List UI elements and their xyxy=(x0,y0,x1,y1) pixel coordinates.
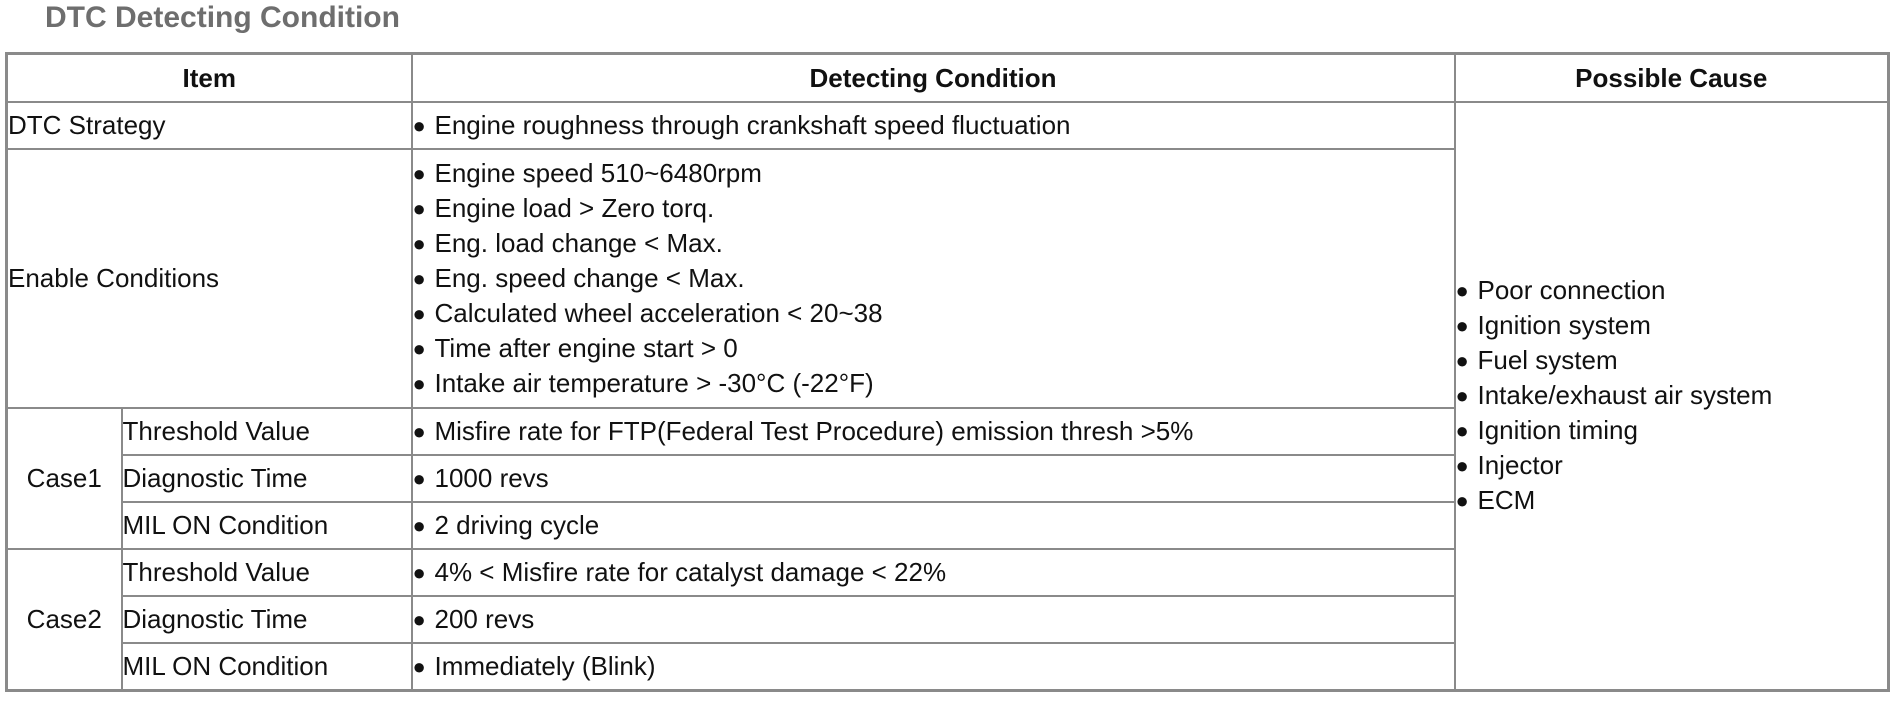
list-item: ● Misfire rate for FTP(Federal Test Procedure) emission thresh >5% xyxy=(413,414,1454,449)
case1-threshold-label: Threshold Value xyxy=(122,408,412,455)
possible-cause-cell xyxy=(1455,102,1889,690)
bullet-icon: ● xyxy=(412,336,426,361)
case1-label: Case1 xyxy=(7,408,122,549)
dtc-strategy-conditions xyxy=(412,102,1455,149)
bullet-icon: ● xyxy=(1455,453,1469,479)
case2-label: Case2 xyxy=(7,549,122,690)
list-item: ● 4% < Misfire rate for catalyst damage < 22% xyxy=(413,555,1454,590)
bullet-icon: ● xyxy=(412,513,426,538)
bullet-icon: ● xyxy=(1455,278,1469,304)
enable-condition-item: ● Calculated wheel acceleration < 20~38 xyxy=(413,296,1454,331)
list-item: ● Engine roughness through crankshaft speed fluctuation xyxy=(413,108,1454,143)
header-detecting-condition: Detecting Condition xyxy=(412,54,1455,103)
bullet-icon: ● xyxy=(1455,313,1469,339)
table-row xyxy=(7,102,1889,149)
bullet-icon: ● xyxy=(412,266,426,291)
case2-threshold-value xyxy=(412,549,1455,596)
case2-mil-on-value xyxy=(412,643,1455,690)
header-item: Item xyxy=(7,54,412,103)
bullet-icon: ● xyxy=(412,196,426,221)
case2-mil-on-label: MIL ON Condition xyxy=(122,643,412,690)
case1-mil-on-value xyxy=(412,502,1455,549)
enable-conditions-list xyxy=(413,156,1454,401)
bullet-icon: ● xyxy=(1455,383,1469,409)
possible-cause-item: ● Poor connection xyxy=(1456,273,1888,308)
case1-diagnostic-time-value xyxy=(412,455,1455,502)
case1-diagnostic-time-label: Diagnostic Time xyxy=(122,455,412,502)
case2-diagnostic-time-value xyxy=(412,596,1455,643)
table-header-row xyxy=(7,54,1889,103)
header-possible-cause: Possible Cause xyxy=(1455,54,1889,103)
enable-conditions-list-cell xyxy=(412,149,1455,408)
enable-condition-item: ● Engine load > Zero torq. xyxy=(413,191,1454,226)
bullet-icon: ● xyxy=(412,113,426,138)
enable-condition-item: ● Intake air temperature > -30°C (-22°F) xyxy=(413,366,1454,401)
case1-threshold-value xyxy=(412,408,1455,455)
bullet-icon: ● xyxy=(412,371,426,396)
list-item: ● 2 driving cycle xyxy=(413,508,1454,543)
dtc-strategy-label: DTC Strategy xyxy=(7,102,412,149)
enable-condition-item: ● Engine speed 510~6480rpm xyxy=(413,156,1454,191)
possible-cause-item: ● Ignition system xyxy=(1456,308,1888,343)
possible-cause-item: ● Intake/exhaust air system xyxy=(1456,378,1888,413)
bullet-icon: ● xyxy=(412,301,426,326)
page-title: DTC Detecting Condition xyxy=(45,1,400,34)
bullet-icon: ● xyxy=(1455,488,1469,514)
bullet-icon: ● xyxy=(412,653,426,679)
enable-condition-item: ● Time after engine start > 0 xyxy=(413,331,1454,366)
bullet-icon: ● xyxy=(412,466,426,491)
possible-cause-item: ● Ignition timing xyxy=(1456,413,1888,448)
list-item: ● 1000 revs xyxy=(413,461,1454,496)
bullet-icon: ● xyxy=(412,607,426,632)
possible-cause-item: ● ECM xyxy=(1456,483,1888,518)
case1-mil-on-label: MIL ON Condition xyxy=(122,502,412,549)
list-item: ● Immediately (Blink) xyxy=(413,649,1454,684)
case2-diagnostic-time-label: Diagnostic Time xyxy=(122,596,412,643)
enable-condition-item: ● Eng. speed change < Max. xyxy=(413,261,1454,296)
bullet-icon: ● xyxy=(412,419,426,444)
case2-threshold-label: Threshold Value xyxy=(122,549,412,596)
possible-cause-list xyxy=(1456,273,1888,518)
bullet-icon: ● xyxy=(412,161,426,186)
bullet-icon: ● xyxy=(1455,348,1469,374)
bullet-icon: ● xyxy=(412,560,426,585)
possible-cause-item: ● Fuel system xyxy=(1456,343,1888,378)
list-item: ● 200 revs xyxy=(413,602,1454,637)
bullet-icon: ● xyxy=(412,231,426,256)
bullet-icon: ● xyxy=(1455,418,1469,444)
enable-conditions-label: Enable Conditions xyxy=(7,149,412,408)
enable-condition-item: ● Eng. load change < Max. xyxy=(413,226,1454,261)
possible-cause-item: ● Injector xyxy=(1456,448,1888,483)
dtc-table xyxy=(5,52,1890,692)
